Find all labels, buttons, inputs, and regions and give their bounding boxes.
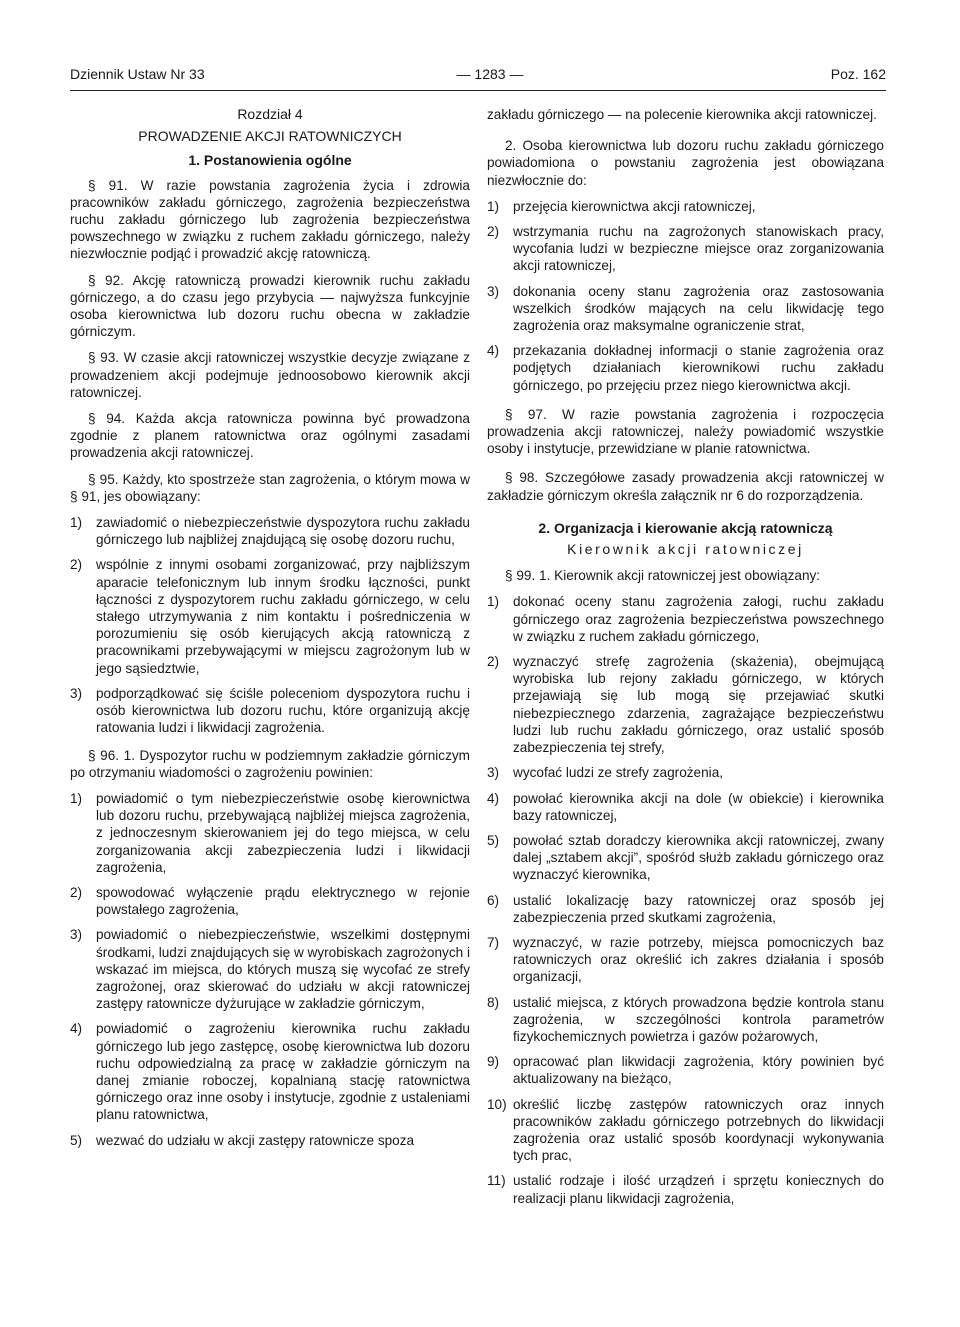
chapter-number: Rozdział 4: [237, 106, 303, 122]
list-item: [70, 926, 470, 1012]
paragraph-96-list: [70, 790, 470, 1149]
paragraph-92: § 92. Akcję ratowniczą prowadzi kierownik ruchu zakładu górniczego, a do czasu jego przybycia — najwyższa funkcyjnie osoba kierownictwa lub dozoru ruchu obecna w zakładzie górniczym.: [70, 272, 470, 340]
list-item: [487, 198, 884, 215]
paragraph-98: § 98. Szczegółowe zasady prowadzenia akcji ratowniczej w zakładzie górniczym określa załącznik nr 6 do rozporządzenia.: [487, 470, 884, 503]
list-number: 4): [70, 1021, 83, 1037]
list-text: opracować plan likwidacji zagrożenia, który powinien być aktualizowany na bieżąco,: [513, 1054, 884, 1087]
list-text: wyznaczyć, w razie potrzeby, miejsca pomocniczych baz ratowniczych oraz określić ich zakres działania i sposób organizacji,: [513, 934, 884, 985]
list-number: 4): [487, 343, 500, 359]
list-text: wyznaczyć strefę zagrożenia (skażenia), obejmującą wyrobiska lub rejony zakładu górniczego, w których przejawiają się lub mogą się przejawiać skutki niebezpiecznego zdarzenia, zagrażające bezpieczeństwu ludzi lub ruchu zakładu górniczego, oraz ustalić sposób zabezpieczenia tej strefy,: [513, 654, 884, 756]
list-number: 5): [487, 832, 500, 848]
paragraph-96-2-list: [487, 198, 884, 394]
list-text: spowodować wyłączenie prądu elektrycznego w rejonie powstałego zagrożenia,: [96, 884, 470, 918]
paragraph-93: § 93. W czasie akcji ratowniczej wszystkie decyzje związane z prowadzeniem akcji podejmuje jednoosobowo kierownik akcji ratowniczej.: [70, 350, 470, 400]
list-text: powołać kierownika akcji na dole (w obiekcie) i kierownika bazy ratowniczej,: [513, 790, 884, 823]
list-item: [487, 764, 884, 781]
list-number: 9): [487, 1054, 500, 1070]
list-number: 2): [487, 224, 500, 240]
paragraph-96-2: 2. Osoba kierownictwa lub dozoru ruchu zakładu górniczego powiadomiona o powstaniu zagrożenia jest obowiązana niezwłocznie do:: [487, 138, 884, 188]
list-item: [487, 342, 884, 394]
list-text: dokonania oceny stanu zagrożenia oraz zastosowania wszelkich środków mających na celu likwidację tego zagrożenia oraz maksymalne ograniczenie strat,: [513, 283, 884, 334]
list-number: 10): [487, 1096, 507, 1112]
paragraph-95: § 95. Każdy, kto spostrzeże stan zagrożenia, o którym mowa w § 91, jes obowiązany:: [70, 471, 470, 504]
list-item: [487, 1053, 884, 1087]
list-number: 1): [487, 198, 500, 214]
left-column: [70, 106, 470, 1157]
list-text: ustalić lokalizację bazy ratowniczej oraz sposób jej zabezpieczenia przed skutkami zagrożenia,: [513, 892, 884, 925]
continuation-text: zakładu górniczego — na polecenie kierownika akcji ratowniczej.: [487, 107, 877, 122]
list-item: [487, 832, 884, 884]
right-column: [487, 106, 884, 1215]
list-item: [487, 593, 884, 645]
page-header: [70, 66, 886, 88]
list-number: 1): [70, 515, 83, 531]
list-item: [70, 556, 470, 676]
paragraph-91: § 91. W razie powstania zagrożenia życia i zdrowia pracowników zakładu górniczego, zagrożenia bezpieczeństwa ruchu zakładu górniczego lub zagrożenia bezpieczeństwa powszechnego w związku z ruchem zakładu górniczego, należy niezwłocznie podjąć i prowadzić akcję ratowniczą.: [70, 177, 470, 262]
list-item: [487, 892, 884, 926]
paragraph-95-list: [70, 514, 470, 736]
list-number: 8): [487, 994, 500, 1010]
paragraph-99: § 99. 1. Kierownik akcji ratowniczej jest obowiązany:: [505, 568, 821, 584]
list-text: wycofać ludzi ze strefy zagrożenia,: [513, 765, 724, 781]
list-number: 3): [70, 685, 83, 701]
list-item: [487, 994, 884, 1046]
list-text: wspólnie z innymi osobami zorganizować, przy najbliższym aparacie telefonicznym lub innym środku łączności, punkt łączności z dyspozytorem ruchu zakładu górniczego, w celu stałego utrzymywania z nim kontaktu i pośredniczenia w porozumieniu się osób kierujących akcją ratowniczą z pracownikami przebywającymi w miejscu zagrożonym lub w jego sąsiedztwie,: [96, 557, 470, 676]
list-number: 6): [487, 892, 500, 908]
position-number: Poz. 162: [830, 66, 886, 82]
list-text: powiadomić o niebezpieczeństwie, wszelkimi dostępnymi środkami, ludzi znajdujących się w wyrobiskach zagrożonych i wskazać im miejsca, do których muszą się wycofać ze strefy zagrożonej, oraz skierować do udziału w akcji ratowniczej zastępy ratownicze dyżurujące w zakładzie górniczym,: [96, 927, 470, 1012]
list-number: 3): [487, 765, 500, 781]
list-text: ustalić rodzaje i ilość urządzeń i sprzętu koniecznych do realizacji planu likwidacji zagrożenia,: [513, 1173, 884, 1206]
list-number: 3): [487, 283, 500, 299]
paragraph-94: § 94. Każda akcja ratownicza powinna być prowadzona zgodnie z planem ratownictwa oraz ogólnymi zasadami prowadzenia akcji ratowniczej.: [70, 411, 470, 461]
list-text: przekazania dokładnej informacji o stanie zagrożenia oraz podjętych działaniach kierownikowi ruchu zakładu górniczego, po przejęciu przez niego kierownictwa akcji.: [513, 343, 884, 393]
list-item: [70, 1132, 470, 1149]
list-number: 3): [70, 927, 83, 943]
list-item: [70, 514, 470, 548]
list-text: określić liczbę zastępów ratowniczych oraz innych pracowników zakładu górniczego potrzebnych do likwidacji zagrożenia oraz ustalić sposób koordynacji wykonywania tych prac,: [513, 1096, 884, 1164]
list-text: zawiadomić o niebezpieczeństwie dyspozytora ruchu zakładu górniczego lub najbliżej znajdującą się osobę dozoru ruchu,: [96, 515, 470, 548]
list-number: 4): [487, 790, 500, 806]
list-text: dokonać oceny stanu zagrożenia załogi, ruchu zakładu górniczego oraz zagrożenia bezpieczeństwa powszechnego w związku z ruchem zakładu górniczego,: [513, 594, 884, 644]
paragraph-99-list: [487, 593, 884, 1206]
list-item: [487, 223, 884, 275]
list-number: 7): [487, 934, 500, 950]
paragraph-96: § 96. 1. Dyspozytor ruchu w podziemnym zakładzie górniczym po otrzymaniu wiadomości o zagrożeniu powinien:: [70, 747, 470, 780]
list-item: [487, 790, 884, 824]
list-number: 1): [70, 790, 83, 806]
list-text: ustalić miejsca, z których prowadzona będzie kontrola stanu zagrożenia, w szczególności kontrola parametrów fizykochemicznych powietrza i gazów pożarowych,: [513, 994, 884, 1044]
journal-name: Dziennik Ustaw Nr 33: [70, 66, 205, 82]
list-text: wstrzymania ruchu na zagrożonych stanowiskach pracy, wycofania ludzi w bezpieczne miejsce oraz zorganizowania akcji ratowniczej,: [513, 224, 884, 274]
subsection-heading: Kierownik akcji ratowniczej: [567, 541, 804, 558]
section-heading: 1. Postanowienia ogólne: [188, 152, 352, 169]
list-item: [487, 934, 884, 986]
list-item: [70, 1020, 470, 1123]
list-text: powiadomić o tym niebezpieczeństwie osobę kierownictwa lub dozoru ruchu, przebywającą najbliżej miejsca zagrożenia, z jednoczesnym skierowaniem jej do tego miejsca, w celu zorganizowania akcji zabezpieczenia ludzi i likwidacji zagrożenia,: [96, 790, 470, 875]
paragraph-97: § 97. W razie powstania zagrożenia i rozpoczęcia prowadzenia akcji ratowniczej, należy powiadomić wszystkie osoby i instytucje, przewidziane w planie ratownictwa.: [487, 406, 884, 457]
chapter-title: PROWADZENIE AKCJI RATOWNICZYCH: [138, 128, 402, 145]
list-item: [70, 790, 470, 876]
list-item: [487, 1096, 884, 1165]
list-item: [487, 283, 884, 335]
list-item: [70, 685, 470, 737]
list-item: [487, 1172, 884, 1206]
list-text: wezwać do udziału w akcji zastępy ratownicze spoza: [96, 1132, 415, 1148]
page-number: — 1283 —: [456, 66, 524, 82]
list-number: 1): [487, 594, 500, 610]
section-2-heading: 2. Organizacja i kierowanie akcją ratowniczą: [538, 519, 833, 536]
list-number: 5): [70, 1132, 83, 1148]
list-text: powiadomić o zagrożeniu kierownika ruchu zakładu górniczego lub jego zastępcę, osobę kierownictwa lub dozoru ruchu odpowiedzialną za pracę w zakładzie górniczym na danej zmianie roboczej, kopalnianą stację ratownictwa górniczego oraz inne osoby i instytucje, zgodnie z ustaleniami planu ratownictwa,: [96, 1021, 470, 1123]
header-rule: [70, 90, 886, 91]
list-number: 2): [487, 654, 500, 670]
list-text: powołać sztab doradczy kierownika akcji ratowniczej, zwany dalej „sztabem akcji”, spośród służb zakładu górniczego oraz wyznaczyć kierownika,: [513, 832, 884, 883]
list-item: [487, 653, 884, 756]
list-item: [70, 884, 470, 918]
list-text: przejęcia kierownictwa akcji ratowniczej,: [513, 198, 756, 214]
list-number: 2): [70, 557, 83, 573]
list-number: 2): [70, 884, 83, 900]
list-number: 11): [487, 1173, 506, 1189]
list-text: podporządkować się ściśle poleceniom dyspozytora ruchu i osób kierownictwa lub dozoru ruchu, które organizują akcję ratowania ludzi i likwidacji zagrożenia.: [96, 685, 470, 736]
